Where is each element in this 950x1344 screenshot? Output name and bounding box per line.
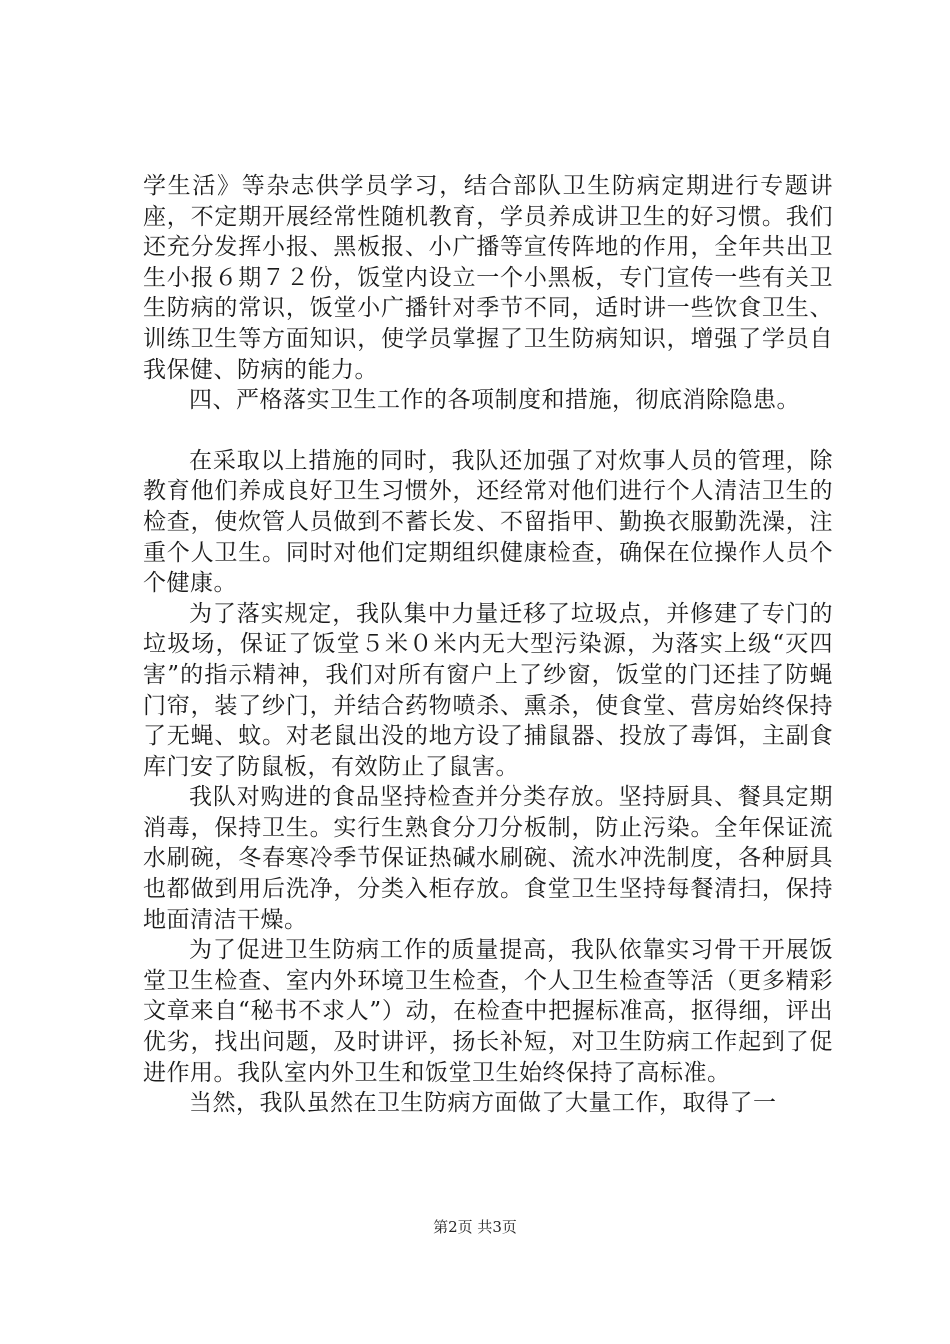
paragraph-food-storage: 我队对购进的食品坚持检查并分类存放。坚持厨具、餐具定期消毒，保持卫生。实行生熟食分刀分板制，防止污染。全年保证流水刷碗，冬春寒冷季节保证热碱水刷碗、流水冲洗制度，各种厨具也都做到用后洗净，分类入柜存放。食堂卫生坚持每餐清扫，保持地面清洁干燥。 bbox=[143, 784, 833, 933]
paragraph-publicity: 学生活》等杂志供学员学习，结合部队卫生防病定期进行专题讲座，不定期开展经常性随机教育，学员养成讲卫生的好习惯。我们还充分发挥小报、黑板报、小广播等宣传阵地的作用，全年共出卫生小报６期７２份，饭堂内设立一个小黑板，专门宣传一些有关卫生防病的常识，饭堂小广播针对季节不同，适时讲一些饮食卫生、训练卫生等方面知识，使学员掌握了卫生防病知识，增强了学员自我保健、防病的能力。 bbox=[143, 173, 833, 383]
document-body bbox=[143, 171, 833, 1119]
paragraph-conclusion-start: 当然，我队虽然在卫生防病方面做了大量工作，取得了一 bbox=[189, 1090, 777, 1117]
paragraph-kitchen-staff: 在采取以上措施的同时，我队还加强了对炊事人员的管理，除教育他们养成良好卫生习惯外，还经常对他们进行个人清洁卫生的检查，使炊管人员做到不蓄长发、不留指甲、勤换衣服勤洗澡，注重个人卫生。同时对他们定期组织健康检查，确保在位操作人员个个健康。 bbox=[143, 447, 833, 597]
page-footer: 第2页 共3页 bbox=[433, 1218, 517, 1236]
paragraph-garbage-pests: 为了落实规定，我队集中力量迁移了垃圾点，并修建了专门的垃圾场，保证了饭堂５米０米内无大型污染源，为落实上级“灭四害”的指示精神，我们对所有窗户上了纱窗，饭堂的门还挂了防蝇门帘，装了纱门，并结合药物喷杀、熏杀，使食堂、营房始终保持了无蝇、蚊。对老鼠出没的地方设了捕鼠器、投放了毒饵，主副食库门安了防鼠板，有效防止了鼠害。 bbox=[143, 600, 833, 780]
paragraph-inspection: 为了促进卫生防病工作的质量提高，我队依靠实习骨干开展饭堂卫生检查、室内外环境卫生检查，个人卫生检查等活（更多精彩文章来自“秘书不求人”）动，在检查中把握标准高，抠得细，评出优劣，找出问题，及时讲评，扬长补短，对卫生防病工作起到了促进作用。我队室内外卫生和饭堂卫生始终保持了高标准。 bbox=[143, 937, 833, 1086]
section-heading-four: 四、严格落实卫生工作的各项制度和措施，彻底消除隐患。 bbox=[189, 387, 800, 414]
